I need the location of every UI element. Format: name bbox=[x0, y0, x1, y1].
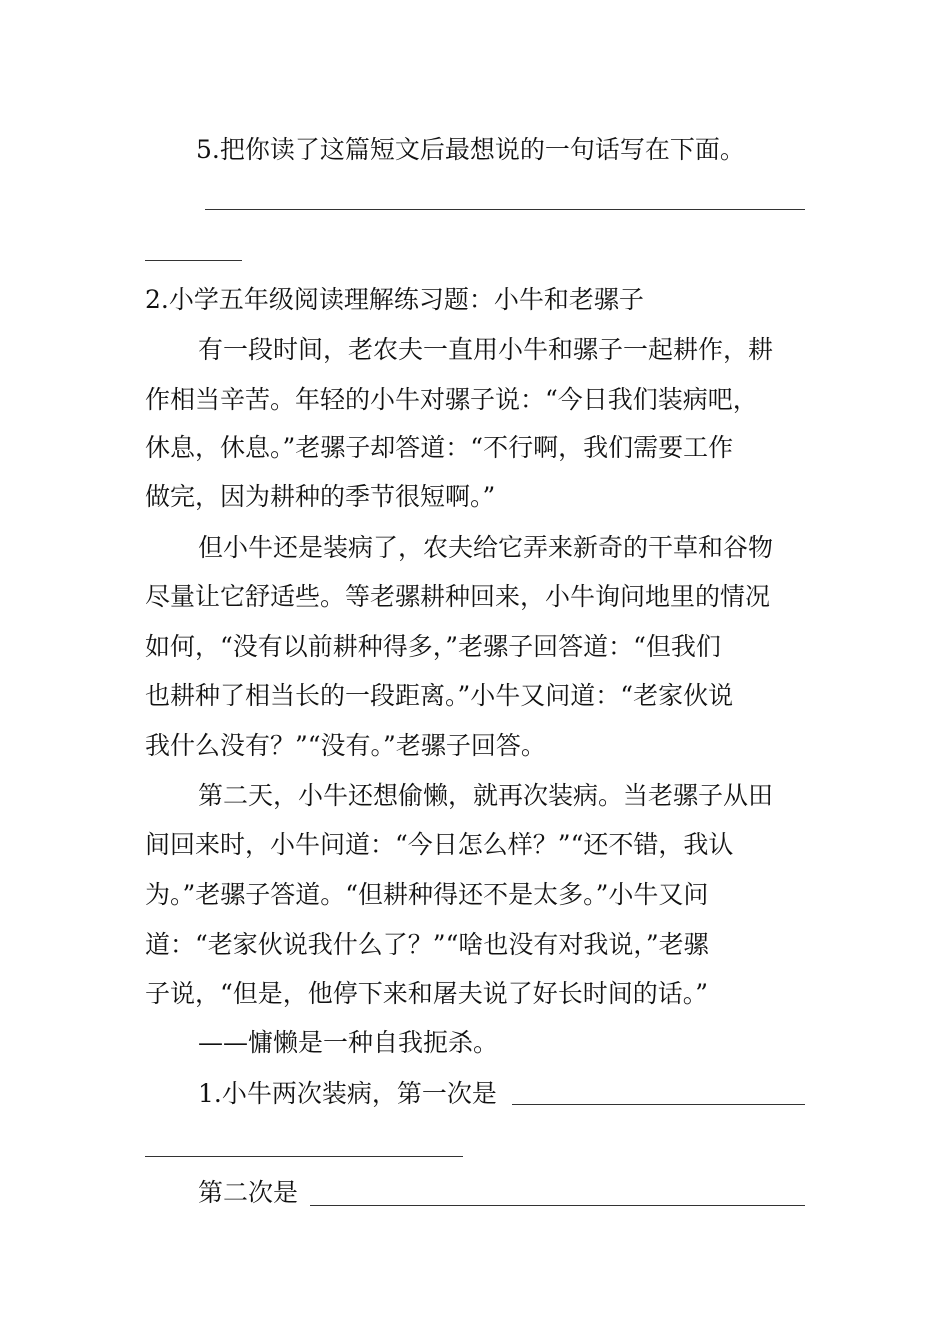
answer-line bbox=[512, 1104, 805, 1105]
question-1-second-prompt: 第二次是 bbox=[198, 1178, 299, 1207]
paragraph-line: 为。”老骡子答道。“但耕种得还不是太多。”小牛又问 bbox=[145, 880, 709, 909]
answer-line bbox=[205, 209, 805, 210]
paragraph-line: 子说，“但是，他停下来和屠夫说了好长时间的话。” bbox=[145, 979, 709, 1008]
paragraph-line: 有一段时间，老农夫一直用小牛和骡子一起耕作，耕 bbox=[198, 335, 774, 364]
paragraph-line: 休息，休息。”老骡子却答道：“不行啊，我们需要工作 bbox=[145, 433, 734, 462]
paragraph-line: 间回来时，小牛问道：“今日怎么样？”“还不错，我认 bbox=[145, 830, 734, 859]
paragraph-line: 道：“老家伙说我什么了？”“啥也没有对我说，”老骡 bbox=[145, 930, 709, 959]
paragraph-line: 也耕种了相当长的一段距离。”小牛又问道：“老家伙说 bbox=[145, 681, 734, 710]
moral-line: ——慵懒是一种自我扼杀。 bbox=[198, 1028, 499, 1057]
paragraph-line: 做完，因为耕种的季节很短啊。” bbox=[145, 482, 496, 511]
paragraph-line: 作相当辛苦。年轻的小牛对骡子说：“今日我们装病吧， bbox=[145, 385, 758, 414]
paragraph-line: 如何，“没有以前耕种得多，”老骡子回答道：“但我们 bbox=[145, 632, 721, 661]
article-heading: 2.小学五年级阅读理解练习题：小牛和老骡子 bbox=[145, 285, 644, 314]
paragraph-line: 但小牛还是装病了，农夫给它弄来新奇的干草和谷物 bbox=[198, 533, 774, 562]
answer-line bbox=[310, 1205, 805, 1206]
question-5-prompt: 5.把你读了这篇短文后最想说的一句话写在下面。 bbox=[196, 135, 745, 164]
paragraph-line: 我什么没有？”“没有。”老骡子回答。 bbox=[145, 731, 546, 760]
answer-line bbox=[145, 1156, 463, 1157]
paragraph-line: 尽量让它舒适些。等老骡耕种回来，小牛询问地里的情况 bbox=[145, 582, 771, 611]
question-1-prompt: 1.小牛两次装病，第一次是 bbox=[198, 1079, 497, 1108]
paragraph-line: 第二天，小牛还想偷懒，就再次装病。当老骡子从田 bbox=[198, 781, 774, 810]
answer-line bbox=[145, 260, 242, 261]
